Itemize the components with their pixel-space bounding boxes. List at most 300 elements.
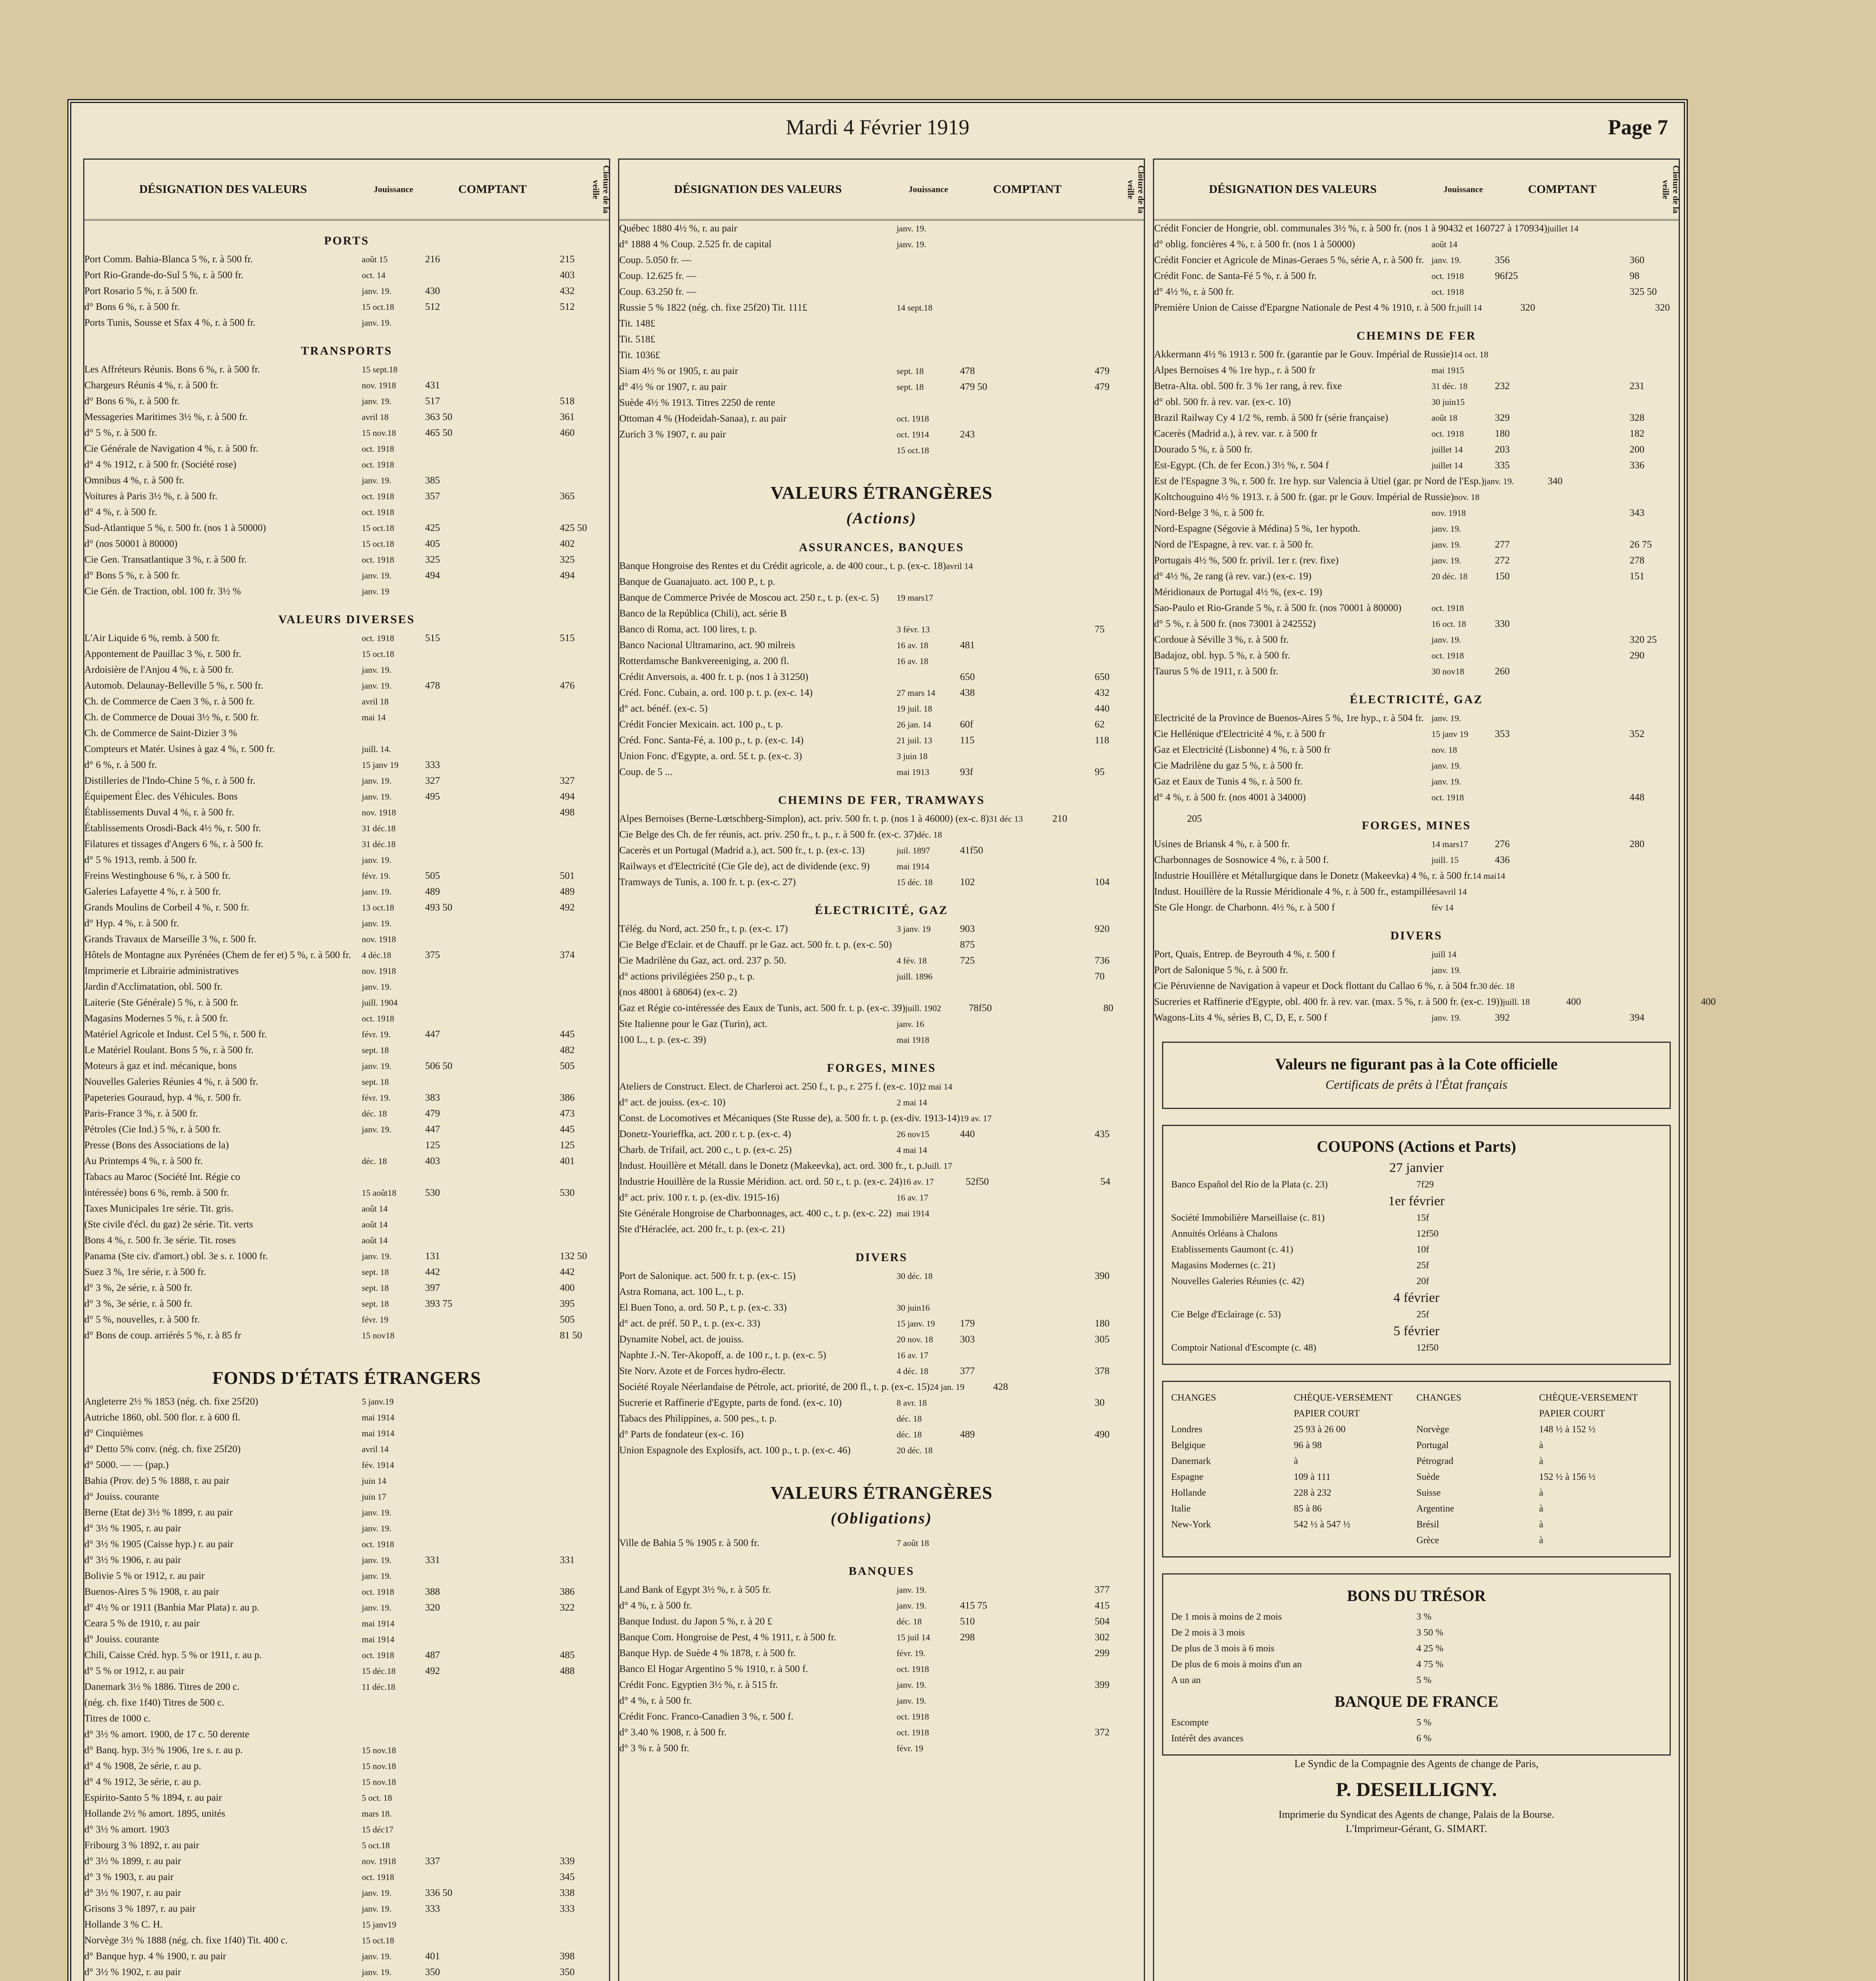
comptant-price <box>1517 347 1652 363</box>
comptant-price <box>1495 900 1630 916</box>
coupon-name: Banco Español del Rio de la Plata (c. 23) <box>1171 1179 1328 1190</box>
security-name: Industrie Houillère et Métallurgique dans le Donetz (Makeevka) 4 %, r. à 500 fr. <box>1154 870 1473 881</box>
security-name: Messageries Maritimes 3½ %, r. à 500 fr. <box>84 412 248 422</box>
jouissance-date <box>897 574 960 590</box>
comptant-price: 356 <box>1495 255 1510 265</box>
cloture-price: 339 <box>560 1856 575 1866</box>
table-row <box>84 1632 609 1647</box>
security-name: d° 5 %, nouvelles, r. à 500 fr. <box>84 1314 200 1325</box>
jouissance-date: 5 oct. 18 <box>362 1793 392 1803</box>
comptant-price: 327 <box>425 775 440 786</box>
cloture-price <box>1630 584 1681 600</box>
cloture-price <box>1630 521 1681 537</box>
footer <box>1154 1758 1679 1835</box>
cloture-price <box>560 1394 611 1410</box>
table-row <box>84 457 609 473</box>
jouissance-date <box>362 1695 425 1711</box>
jouissance-date: janv. 19. <box>1484 476 1514 486</box>
comptant-price <box>960 748 1095 764</box>
table-row <box>84 1742 609 1758</box>
cloture-price: 395 <box>560 1298 575 1309</box>
jouissance-date: sept. 18 <box>362 1077 389 1087</box>
cloture-price: 95 <box>1095 767 1105 777</box>
table-row <box>84 1838 609 1853</box>
jouissance-date: 16 av. 17 <box>897 1350 928 1360</box>
cloture-price: 498 <box>560 807 575 818</box>
header-jouissance: Jouissance <box>908 184 948 194</box>
table-row <box>84 1441 609 1457</box>
cloture-price: 494 <box>560 570 575 581</box>
jouissance-date: août 15 <box>362 254 388 264</box>
table-row <box>619 1677 1144 1693</box>
changes-row <box>1171 1485 1662 1501</box>
jouissance-date: 3 janv. 19 <box>897 924 931 934</box>
table-row <box>84 1679 609 1695</box>
comptant-price <box>425 1473 560 1489</box>
comptant-price: 478 <box>425 680 440 691</box>
jouissance-date: avril 18 <box>362 412 389 422</box>
table-row <box>84 1122 609 1137</box>
comptant-price <box>1542 978 1677 994</box>
cloture-price: 504 <box>1095 1616 1110 1627</box>
comptant-price <box>425 1489 560 1505</box>
security-name: Freins Westinghouse 6 %, r. à 500 fr. <box>84 870 231 881</box>
cloture-price: 401 <box>560 1156 575 1166</box>
coupon-row <box>1171 1242 1662 1258</box>
cloture-price: 442 <box>560 1267 575 1277</box>
table-row <box>1154 978 1679 994</box>
comptant-price <box>425 1822 560 1838</box>
table-row <box>1154 726 1679 742</box>
security-name: Créd. Fonc. Cubain, a. ord. 100 p. t. p. (ex-c. 14) <box>619 687 813 698</box>
cloture-price: 482 <box>560 1045 575 1055</box>
table-row <box>1154 221 1679 237</box>
table-row <box>619 1268 1144 1284</box>
security-name: Buenos-Aires 5 % 1908, r. au pair <box>84 1586 219 1597</box>
column-1 <box>83 158 610 1981</box>
jouissance-date <box>897 347 960 363</box>
comptant-price <box>960 1284 1095 1300</box>
security-name: Pétroles (Cie Ind.) 5 %, r. à 500 fr. <box>84 1124 221 1135</box>
table-row <box>84 1328 609 1344</box>
comptant-price: 431 <box>425 380 440 391</box>
security-name: Banque de Guanajuato. act. 100 P., t. p. <box>619 576 775 587</box>
cloture-price: 432 <box>1095 687 1110 698</box>
comptant-price <box>960 411 1095 427</box>
comptant-price <box>1495 584 1630 600</box>
jouissance-date: 14 sept.18 <box>897 303 933 313</box>
security-name: Moteurs à gaz et ind. mécanique, bons <box>84 1061 237 1071</box>
section-title: VALEURS DIVERSES <box>278 613 415 626</box>
security-name: d° Bons 6 %, r. à 500 fr. <box>84 396 180 407</box>
jouissance-date: janv. 19. <box>362 1904 391 1914</box>
table-row <box>84 1933 609 1949</box>
security-name: Sud-Atlantique 5 %, r. 500 fr. (nos 1 à 50000) <box>84 523 266 533</box>
section-title: FONDS D'ÉTATS ÉTRANGERS <box>212 1368 481 1388</box>
coupon-row <box>1171 1340 1662 1356</box>
cloture-price <box>1095 1032 1146 1048</box>
jouissance-date: 5 oct.18 <box>362 1840 390 1850</box>
table-row <box>619 1221 1144 1237</box>
table-row <box>84 694 609 710</box>
security-name: d° 3½ % amort. 1903 <box>84 1824 170 1835</box>
table-row <box>84 1106 609 1122</box>
table-row <box>619 1535 1144 1551</box>
change-name <box>1171 1533 1294 1548</box>
table-row <box>84 1885 609 1901</box>
jouissance-date: 31 déc 13 <box>989 814 1023 824</box>
cloture-price <box>560 1711 611 1727</box>
jouissance-date: 15 août18 <box>362 1188 397 1198</box>
jouissance-date: 15 juil 14 <box>897 1632 930 1642</box>
comptant-price: 330 <box>1495 618 1510 629</box>
comptant-price: 333 <box>425 760 440 770</box>
security-name: Cie Hellénique d'Electricité 4 %, r. à 500 fr <box>1154 729 1326 739</box>
jouissance-date: janv. 19. <box>362 1888 391 1898</box>
table-row <box>619 1284 1144 1300</box>
comptant-price: 210 <box>1052 813 1067 824</box>
comptant-price <box>425 1426 560 1441</box>
cloture-price: 400 <box>560 1282 575 1293</box>
cloture-price <box>1095 443 1146 458</box>
jouissance-date: sept. 18 <box>362 1267 389 1277</box>
jouissance-date <box>897 669 960 685</box>
comptant-price: 478 <box>960 366 975 376</box>
cloture-price <box>1095 237 1146 252</box>
table-row <box>84 441 609 457</box>
security-name: Tit. 148£ <box>619 318 655 329</box>
jouissance-date: nov. 1918 <box>362 1856 396 1866</box>
comptant-price <box>425 504 560 520</box>
jouissance-date <box>1431 584 1495 600</box>
comptant-price <box>985 1079 1120 1095</box>
table-row <box>619 1582 1144 1598</box>
cloture-price <box>560 1774 611 1790</box>
jouissance-date: 15 oct.18 <box>362 539 394 549</box>
jouissance-date: mai 1914 <box>362 1428 395 1438</box>
jouissance-date: janv. 19. <box>362 318 391 328</box>
comptant-price <box>425 1505 560 1521</box>
jouissance-date: avril 18 <box>362 697 389 706</box>
security-name: Ville de Bahia 5 % 1905 r. à 500 fr. <box>619 1538 760 1548</box>
security-name: d° Parts de fondateur (ex-c. 16) <box>619 1429 744 1440</box>
comptant-price <box>960 1725 1095 1741</box>
comptant-price: 353 <box>1495 729 1510 739</box>
table-row <box>619 637 1144 653</box>
jouissance-date: oct. 1918 <box>362 1587 394 1597</box>
table-row <box>84 283 609 299</box>
comptant-price: 298 <box>960 1632 975 1643</box>
comptant-price <box>960 1221 1095 1237</box>
table-row <box>1154 836 1679 852</box>
table-row <box>1154 363 1679 378</box>
comptant-price <box>425 1568 560 1584</box>
jouissance-date: oct. 1918 <box>362 460 394 469</box>
security-name: Betra-Alta. obl. 500 fr. 3 % 1er rang, à rev. fixe <box>1154 381 1342 391</box>
cloture-price <box>1095 1693 1146 1709</box>
comptant-price: 272 <box>1495 555 1510 566</box>
cloture-price <box>560 725 611 741</box>
table-row <box>84 1169 609 1185</box>
table-row <box>1154 742 1679 758</box>
security-name: Port Comm. Bahia-Blanca 5 %, r. à 500 fr. <box>84 254 253 265</box>
cloture-price <box>560 836 611 852</box>
security-name: Filatures et tissages d'Angers 6 %, r. à 500 fr. <box>84 839 263 849</box>
tresor-rate: 3 % <box>1416 1612 1431 1622</box>
change-name: Brésil <box>1416 1519 1439 1530</box>
security-name: 100 L., t. p. (ex-c. 39) <box>619 1034 706 1045</box>
comptant-price <box>1495 632 1630 648</box>
security-name: (nég. ch. fixe 1f40) Titres de 500 c. <box>84 1697 224 1708</box>
comptant-price <box>960 1693 1095 1709</box>
jouissance-date: janv. 19. <box>362 1124 391 1134</box>
security-name: Wagons-Lits 4 %, séries B, C, D, E, r. 500 f <box>1154 1012 1327 1023</box>
cloture-price <box>560 1536 611 1552</box>
cloture-price <box>560 1917 611 1933</box>
cloture-price <box>1095 937 1146 953</box>
table-row <box>84 252 609 267</box>
cloture-price <box>1095 316 1146 332</box>
security-name: d° act. de jouiss. (ex-c. 10) <box>619 1097 726 1108</box>
change-rate: à <box>1539 1504 1544 1514</box>
table-row <box>1154 473 1679 489</box>
cloture-price: 460 <box>560 427 575 438</box>
banque-row <box>1171 1715 1662 1731</box>
cloture-price <box>560 1632 611 1647</box>
cloture-price <box>560 378 611 393</box>
table-row <box>84 725 609 741</box>
header-jouissance: Jouissance <box>1443 184 1483 194</box>
change-name: New-York <box>1171 1519 1211 1530</box>
signature-name: P. DESEILLIGNY. <box>1336 1778 1497 1800</box>
security-name: Donetz-Yourieffka, act. 200 r. t. p. (ex-c. 4) <box>619 1129 791 1139</box>
security-name: Alpes Bernoises (Berne-Lœtschberg-Simplon), act. priv. 500 fr. t. p. (nos 1 à 46000) (ex-c. 8) <box>619 813 989 824</box>
security-name: Gaz et Electricité (Lisbonne) 4 %, r. à 500 fr <box>1154 744 1330 755</box>
jouissance-date <box>897 985 960 1000</box>
cloture-price <box>560 995 611 1011</box>
table-row <box>1154 790 1679 805</box>
comptant-price: 232 <box>1495 381 1510 391</box>
table-row <box>619 764 1144 780</box>
comptant-price <box>1495 710 1630 726</box>
table-row <box>84 1711 609 1727</box>
security-name: d° 4½ % or 1907, r. au pair <box>619 382 727 392</box>
jouissance-date: mai 1914 <box>362 1634 395 1644</box>
jouissance-date: oct. 1918 <box>362 1650 394 1660</box>
comptant-price <box>1495 758 1630 774</box>
table-row <box>619 1693 1144 1709</box>
cloture-price <box>1095 843 1146 859</box>
security-name: Crédit Foncier et Agricole de Minas-Geraes 5 %, série A, r. à 500 fr. <box>1154 255 1424 265</box>
security-name: Port de Salonique. act. 500 fr. t. p. (ex-c. 15) <box>619 1271 796 1281</box>
security-name: Tabacs au Maroc (Société Int. Régie co <box>84 1172 240 1182</box>
table-row <box>1154 300 1679 316</box>
table-row <box>619 1443 1144 1458</box>
banque-row <box>1171 1731 1662 1746</box>
cloture-price <box>560 1521 611 1536</box>
table-row <box>1154 347 1679 363</box>
security-name: Établissements Orosdi-Back 4½ %, r. 500 fr. <box>84 823 261 834</box>
jouissance-date <box>897 284 960 300</box>
jouissance-date: nov. 1918 <box>362 807 396 817</box>
jouissance-date: 2 mai 14 <box>897 1097 927 1107</box>
comptant-price: 479 50 <box>960 382 987 392</box>
comptant-price <box>425 1410 560 1426</box>
jouissance-date: juill 14 <box>1431 949 1456 959</box>
changes-row <box>1171 1533 1662 1548</box>
table-row <box>1154 600 1679 616</box>
table-row <box>619 411 1144 427</box>
security-name: d° 3½ % 1907, r. au pair <box>84 1887 181 1898</box>
table-row <box>1154 378 1679 394</box>
jouissance-date: mai 1914 <box>897 1208 929 1218</box>
cloture-price <box>560 441 611 457</box>
jouissance-date: 26 jan. 14 <box>897 719 931 729</box>
security-name: Brazil Railway Cy 4 1/2 %, remb. à 500 fr (série française) <box>1154 412 1388 423</box>
jouissance-date: 16 av. 17 <box>897 1193 928 1202</box>
jouissance-date: juil. 1897 <box>897 845 930 855</box>
security-name: Télég. du Nord, act. 250 fr., t. p. (ex-c. 17) <box>619 924 788 934</box>
security-name: d° 5 % or 1912, r. au pair <box>84 1666 185 1676</box>
security-name: Galeries Lafayette 4 %, r. à 500 fr. <box>84 886 221 897</box>
security-name: Banque Hyp. de Suède 4 % 1878, r. à 500 fr. <box>619 1648 796 1658</box>
security-name: Nord-Espagne (Ségovie à Médina) 5 %, 1er hypoth. <box>1154 523 1360 534</box>
table-row <box>84 1949 609 1964</box>
security-name: Nord-Belge 3 %, r. à 500 fr. <box>1154 508 1265 518</box>
security-name: Presse (Bons des Associations de la) <box>84 1140 229 1151</box>
security-name: d° obl. 500 fr. à rev. var. (ex-c. 10) <box>1154 397 1291 407</box>
jouissance-date: 15 déc.18 <box>362 1666 396 1676</box>
cloture-price <box>1630 774 1681 790</box>
table-row <box>84 1616 609 1632</box>
table-row <box>619 1000 1144 1016</box>
comptant-price: 340 <box>1548 476 1563 487</box>
security-name: L'Air Liquide 6 %, remb. à 500 fr. <box>84 633 220 643</box>
change-name: Pétrograd <box>1416 1456 1454 1466</box>
comptant-price <box>1495 363 1630 378</box>
jouissance-date: janv. 19. <box>362 1951 391 1961</box>
table-row <box>84 393 609 409</box>
table-row <box>619 1095 1144 1111</box>
table-row <box>619 1316 1144 1332</box>
cloture-price: 62 <box>1095 719 1105 730</box>
section-title: (Actions) <box>846 509 917 527</box>
table-row <box>84 267 609 283</box>
jouissance-date: 21 juil. 13 <box>897 735 932 745</box>
jouissance-date: janv. 19. <box>1431 713 1461 723</box>
comptant-price: 510 <box>960 1616 975 1627</box>
table-header <box>619 158 1144 221</box>
comptant-price <box>425 457 560 473</box>
comptant-price: 400 <box>1566 996 1581 1007</box>
security-name: d° (nos 50001 à 80000) <box>84 538 177 549</box>
table-row <box>84 710 609 725</box>
jouissance-date: mai 1915 <box>1431 365 1464 375</box>
comptant-price <box>960 1032 1095 1048</box>
table-row <box>619 1142 1144 1158</box>
security-name: Crédit Fonc. de Santa-Fé 5 %, r. à 500 fr. <box>1154 271 1317 281</box>
security-name: Electricité de la Province de Buenos-Aires 5 %, 1re hyp., r. à 504 fr. <box>1154 713 1424 723</box>
table-row <box>84 1217 609 1233</box>
comptant-price <box>960 300 1095 316</box>
change-rate: 96 à 98 <box>1294 1440 1322 1450</box>
comptant-price: 505 <box>425 870 440 881</box>
changes-header <box>1171 1390 1662 1422</box>
cloture-price: 494 <box>560 791 575 802</box>
table-row <box>84 678 609 694</box>
table-row <box>619 284 1144 300</box>
table-row <box>84 425 609 441</box>
comptant-price <box>1495 394 1630 410</box>
jouissance-date: mai 1913 <box>897 767 929 777</box>
table-row <box>84 1727 609 1742</box>
jouissance-date: déc. 18 <box>362 1109 387 1118</box>
table-row <box>84 299 609 315</box>
security-name: Dynamite Nobel, act. de jouiss. <box>619 1334 744 1345</box>
comptant-price <box>425 694 560 710</box>
comptant-price <box>1010 558 1144 574</box>
cloture-price: 398 <box>560 1951 575 1962</box>
cloture-price <box>1095 221 1146 237</box>
cloture-price: 336 <box>1630 460 1645 471</box>
cloture-price: 352 <box>1630 729 1645 739</box>
cloture-price <box>1095 1535 1146 1551</box>
cloture-price <box>560 1441 611 1457</box>
jouissance-date: juill. 15 <box>1431 855 1459 865</box>
table-row <box>84 1137 609 1153</box>
jouissance-date: janv. 19. <box>897 1680 926 1690</box>
comptant-price <box>960 347 1095 363</box>
notice-title: Valeurs ne figurant pas à la Cote officielle <box>1275 1055 1558 1073</box>
cloture-price: 390 <box>1095 1271 1110 1281</box>
table-row <box>1154 774 1679 790</box>
jouissance-date: avril 14 <box>946 561 973 571</box>
table-row <box>1154 442 1679 458</box>
jouissance-date <box>897 1284 960 1300</box>
comptant-price <box>960 443 1095 458</box>
cloture-price <box>560 473 611 489</box>
cloture-price <box>1095 268 1146 284</box>
table-row <box>84 931 609 947</box>
table-row <box>619 985 1144 1000</box>
table-row <box>84 1489 609 1505</box>
comptant-price <box>960 1582 1095 1598</box>
comptant-price <box>425 725 560 741</box>
cloture-price: 231 <box>1630 381 1645 391</box>
table-row <box>84 868 609 884</box>
cloture-price: 492 <box>560 902 575 913</box>
cloture-price: 445 <box>560 1124 575 1135</box>
jouissance-date: oct. 1918 <box>1431 603 1464 613</box>
comptant-price <box>960 1411 1095 1427</box>
coupon-name: Etablissements Gaumont (c. 41) <box>1171 1244 1293 1255</box>
jouissance-date <box>362 1727 425 1742</box>
comptant-price: 333 <box>425 1903 440 1914</box>
cloture-price: 80 <box>1103 1003 1114 1013</box>
table-row <box>84 473 609 489</box>
tresor-term: De plus de 6 mois à moins d'un an <box>1171 1659 1302 1670</box>
cloture-price: 320 <box>1655 302 1670 313</box>
cloture-price <box>560 979 611 995</box>
comptant-price <box>1517 489 1652 505</box>
cloture-price <box>1652 489 1704 505</box>
cloture-price: 432 <box>560 286 575 296</box>
table-row <box>619 558 1144 574</box>
jouissance-date <box>897 252 960 268</box>
security-name: Indust. Houillère de la Russie Méridionale 4 %, r. à 500 fr., estampillées <box>1154 886 1440 897</box>
page-number: Page 7 <box>1608 115 1668 139</box>
banque-title: BANQUE DE FRANCE <box>1334 1693 1498 1710</box>
